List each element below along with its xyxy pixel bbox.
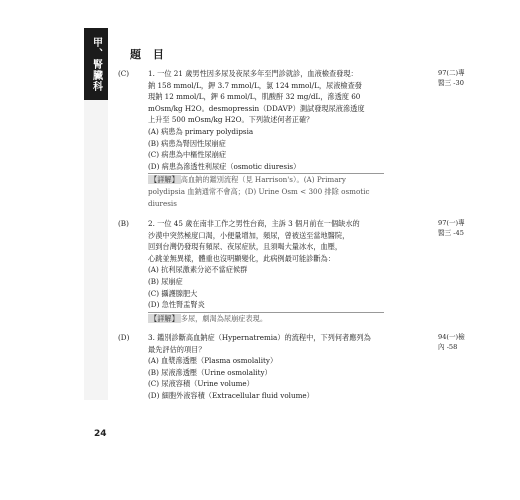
question-body xyxy=(148,218,384,324)
stem-line: 上升至 500 mOsm/kg H2O。下列敘述何者正確？ xyxy=(148,115,314,125)
option-b: (B) 尿崩症 xyxy=(148,276,183,286)
option-c: (C) 尿液容積（Urine volume） xyxy=(148,379,254,389)
detail-line xyxy=(148,174,384,186)
option-c: (C) 病患為中樞性尿崩症 xyxy=(148,150,227,160)
source-line: 醫三 -45 xyxy=(438,229,464,237)
option-a: (A) 抗利尿激素分泌不當症候群 xyxy=(148,265,248,275)
stem-line: 沙漠中突然極度口渴，小便量增加，頻尿，曾被送至當地醫院， xyxy=(148,230,350,240)
chapter-side-tab: 甲、腎臟科 xyxy=(84,28,108,100)
answer-label: (D) xyxy=(118,333,130,342)
option-a: (A) 病患為 primary polydipsia xyxy=(148,126,254,136)
stem-line: 1. 一位 21 歲男性因多尿及夜尿多年至門診就診，血液檢查發現： xyxy=(148,69,358,78)
page-number: 24 xyxy=(94,429,107,439)
question-source xyxy=(438,218,480,238)
source-line: 內 -58 xyxy=(438,343,458,351)
stem-line: 回到台灣仍發現有頻尿、夜尿症狀，且須喝大量冰水，血壓， xyxy=(148,242,343,252)
stem-line: 3. 鑑別診斷高血鈉症（Hypernatremia）的流程中，下列何者應列為 xyxy=(148,333,371,342)
source-line: 醫三 -30 xyxy=(438,79,464,87)
stem-line: 心跳並無異樣，體重也沒明顯變化，此病例最可能診斷為： xyxy=(148,253,335,263)
side-margin-strip xyxy=(84,100,108,400)
answer-label: (B) xyxy=(118,219,129,228)
option-d: (D) 病患為滲透性利尿症（osmotic diuresis） xyxy=(148,161,301,171)
detail-line: polydipsia 血鈉通常不會高；(D) Urine Osm < 300 排除 osmotic xyxy=(148,186,370,196)
detail-text: 高血鈉的鑑別流程（見 Harrison's）。(A) Primary xyxy=(180,175,346,185)
question-source xyxy=(438,68,480,88)
question-body xyxy=(148,68,384,209)
detail-line xyxy=(148,313,384,325)
answer-label: (C) xyxy=(118,69,130,78)
stem-line: mOsm/kg H2O。desmopressin（DDAVP）測試發現尿液滲透度 xyxy=(148,103,365,113)
stem-line: 2. 一位 45 歲在南非工作之男性台商，主訴 3 個月前在一個缺水的 xyxy=(148,219,360,228)
detail-tag: 【詳解】 xyxy=(150,313,179,323)
source-line: 97(二)專 xyxy=(438,69,465,77)
question-source xyxy=(438,332,480,352)
stem-line: 最先評估的項目？ xyxy=(148,344,206,354)
source-line: 94(一)檢 xyxy=(438,333,465,341)
detail-text: 多尿，劇渴為尿崩症表現。 xyxy=(180,313,268,323)
option-b: (B) 病患為腎因性尿崩症 xyxy=(148,138,226,148)
detail-tag: 【詳解】 xyxy=(150,175,179,185)
stem-line: 鈉 158 mmol/L，鉀 3.7 mmol/L，氯 124 mmol/L，尿液檢查發 xyxy=(148,80,362,90)
question-body xyxy=(148,332,384,402)
option-a: (A) 血漿滲透壓（Plasma osmolality） xyxy=(148,356,278,366)
option-b: (B) 尿液滲透壓（Urine osmolality） xyxy=(148,367,272,377)
option-c: (C) 攝護腺肥大 xyxy=(148,288,198,298)
section-title: 題 目 xyxy=(130,48,168,61)
option-d: (D) 急性腎盂腎炎 xyxy=(148,300,205,310)
source-line: 97(一)專 xyxy=(438,219,465,227)
option-d: (D) 細胞外液容積（Extracellular fluid volume） xyxy=(148,390,314,400)
stem-line: 現鈉 12 mmol/L，鉀 6 mmol/L，肌酸酐 32 mg/dL，滲透度 60 xyxy=(148,92,361,102)
detail-line: diuresis xyxy=(148,198,177,208)
